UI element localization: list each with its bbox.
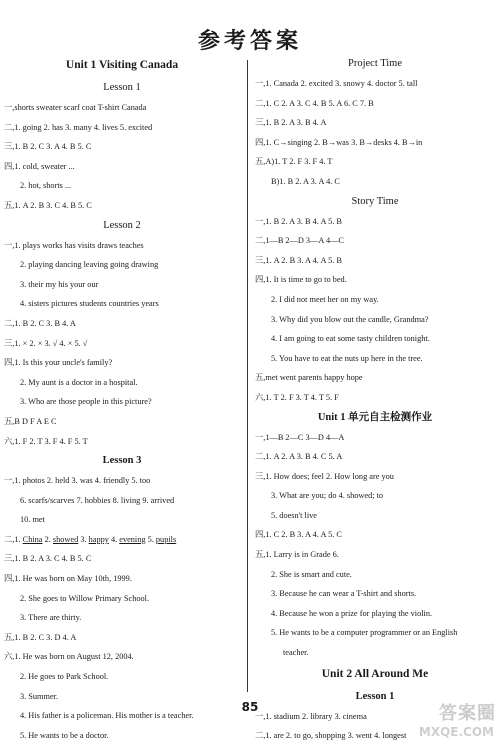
answer-line: 6. scarfs/scarves 7. hobbies 8. living 9. arrived	[20, 495, 175, 505]
lesson1-heading: Lesson 1	[103, 82, 141, 93]
answer-line: 三,1. B 2. A 3. B 4. A	[255, 118, 327, 128]
right-column	[255, 54, 495, 746]
unit2-lesson1-heading: Lesson 1	[355, 690, 395, 702]
answer-line: 4. I am going to eat some tasty children tonight.	[271, 334, 430, 344]
underlined-answer: pupils	[155, 534, 177, 544]
answer-line: 六,1. T 2. F 3. T 4. T 5. F	[255, 392, 339, 402]
answer-line: 一,1. stadium 2. library 3. cinema	[255, 711, 367, 721]
answer-line: 二,1. B 2. C 3. B 4. A	[4, 318, 76, 328]
answer-line: 一,1. photos 2. held 3. was 4. friendly 5. too	[4, 476, 151, 486]
answer-line: 四,1. C 2. B 3. A 4. A 5. C	[255, 530, 342, 540]
answer-prefix: 二,1.	[4, 534, 23, 544]
answer-line: 一,shorts sweater scarf coat T-shirt Canada	[4, 103, 147, 112]
answer-line: 5. He wants to be a doctor.	[20, 730, 109, 740]
answer-line: 二,1—B 2—D 3—A 4—C	[255, 236, 344, 246]
answer-line: 3. Because he can wear a T-shirt and shorts.	[271, 589, 417, 599]
answer-line: teacher.	[283, 648, 309, 658]
answer-line: 3. There are thirty.	[20, 613, 82, 623]
left-column	[4, 54, 240, 745]
answer-line: 五,A)1. T 2. F 3. F 4. T	[255, 157, 333, 167]
answer-line: 三,1. How does; feel 2. How long are you	[255, 471, 394, 481]
answer-line: 二,1. going 2. has 3. many 4. lives 5. excited	[4, 122, 153, 132]
unit1-heading: Unit 1 Visiting Canada	[65, 59, 179, 71]
unit2-heading: Unit 2 All Around Me	[321, 667, 429, 680]
lesson2-heading: Lesson 2	[103, 219, 141, 231]
answer-line: 五,1. B 2. C 3. D 4. A	[4, 632, 77, 642]
answer-line: 4. His father is a policeman. His mother is a teacher.	[20, 711, 194, 721]
answer-line: 2. She is smart and cute.	[271, 569, 352, 579]
answer-line: 五,B D F A E C	[4, 416, 57, 426]
answer-line: 10. met	[20, 515, 45, 525]
answer-line: 2. playing dancing leaving going drawing	[20, 260, 159, 270]
answer-line: 3. their my his your our	[20, 279, 99, 289]
column-divider	[247, 60, 248, 692]
answer-line: 二,1. A 2. A 3. B 4. C 5. A	[255, 452, 343, 462]
answer-line: 3. What are you; do 4. showed; to	[271, 491, 384, 501]
answer-line: B)1. B 2. A 3. A 4. C	[271, 176, 340, 186]
answer-number: 3.	[80, 534, 89, 544]
answer-line: 一,1. Canada 2. excited 3. snowy 4. doctor 5. tall	[255, 79, 418, 88]
answer-line: 三,1. B 2. C 3. A 4. B 5. C	[4, 142, 92, 152]
page-number: 85	[241, 700, 259, 714]
story-time-heading: Story Time	[351, 195, 399, 207]
answer-line: 二,1. are 2. to go, shopping 3. went 4. longest	[255, 731, 407, 741]
lesson3-heading: Lesson 3	[102, 455, 142, 467]
page-title: 参考答案	[197, 29, 302, 54]
answer-line: 一,1. B 2. A 3. B 4. A 5. B	[255, 216, 342, 226]
answer-line: 5. You have to eat the nuts up here in the tree.	[271, 353, 423, 363]
watermark-logo	[404, 699, 496, 739]
answer-line: 3. Why did you blow out the candle, Grandma?	[271, 314, 429, 324]
watermark-text: 答案圈	[439, 703, 496, 724]
answer-line: 四,1. Is this your uncle's family?	[4, 358, 113, 368]
underlined-answer: evening	[119, 534, 146, 544]
answer-line: 三,1. × 2. × 3. √ 4. × 5. √	[4, 338, 88, 348]
answer-line: 3. Who are those people in this picture?	[20, 397, 152, 407]
answer-line: 四,1. It is time to go to bed.	[255, 275, 347, 285]
answer-line: 三,1. B 2. A 3. C 4. B 5. C	[4, 554, 92, 564]
answer-line: 三,1. A 2. B 3. A 4. A 5. B	[255, 255, 342, 265]
answer-line: 六,1. F 2. T 3. F 4. F 5. T	[4, 436, 88, 446]
answer-number: 4.	[110, 534, 120, 544]
answer-line: 4. Because he won a prize for playing the violin.	[271, 608, 433, 618]
answer-line: 四,1. cold, sweater ...	[4, 161, 75, 171]
answer-line: 2. hot, shorts ...	[20, 181, 72, 191]
answer-line: 四,1. C→singing 2. B→was 3. B→desks 4. B→in	[255, 137, 423, 147]
unit1-check-heading: Unit 1 单元自主检测作业	[317, 411, 433, 423]
answer-number: 2.	[44, 534, 53, 544]
answer-line: 一,1. plays works has visits draws teaches	[4, 240, 144, 250]
answer-line: 五,met went parents happy hope	[255, 373, 363, 383]
underlined-answer: China	[22, 534, 43, 544]
watermark-url: MXQE.COM	[418, 725, 494, 739]
project-time-heading: Project Time	[348, 58, 402, 69]
answer-number: 5.	[147, 534, 156, 544]
answer-line: 5. doesn't live	[271, 510, 317, 520]
answer-line: 2. She goes to Willow Primary School.	[20, 593, 150, 603]
answer-line: 2. He goes to Park School.	[20, 672, 109, 682]
answer-line: 4. sisters pictures students countries years	[20, 299, 159, 309]
answer-line: 3. Summer.	[20, 691, 59, 701]
answer-line-underlined	[4, 530, 240, 550]
answer-line: 六,1. He was born on August 12, 2004.	[4, 652, 134, 662]
answer-line: 五,1. Larry is in Grade 6.	[255, 550, 339, 560]
answer-line: 5. He wants to be a computer programmer or an English	[271, 628, 458, 638]
answer-line: 2. I did not meet her on my way.	[271, 294, 379, 304]
answer-line: 四,1. He was born on May 10th, 1999.	[4, 574, 132, 584]
answer-line: 一,1—B 2—C 3—D 4—A	[255, 432, 345, 442]
answer-line: 五,1. A 2. B 3. C 4. B 5. C	[4, 200, 92, 210]
answer-line: 二,1. C 2. A 3. C 4. B 5. A 6. C 7. B	[255, 98, 374, 108]
underlined-answer: happy	[88, 534, 109, 544]
answer-line: 2. My aunt is a doctor in a hospital.	[20, 377, 138, 387]
underlined-answer: showed	[52, 534, 79, 544]
